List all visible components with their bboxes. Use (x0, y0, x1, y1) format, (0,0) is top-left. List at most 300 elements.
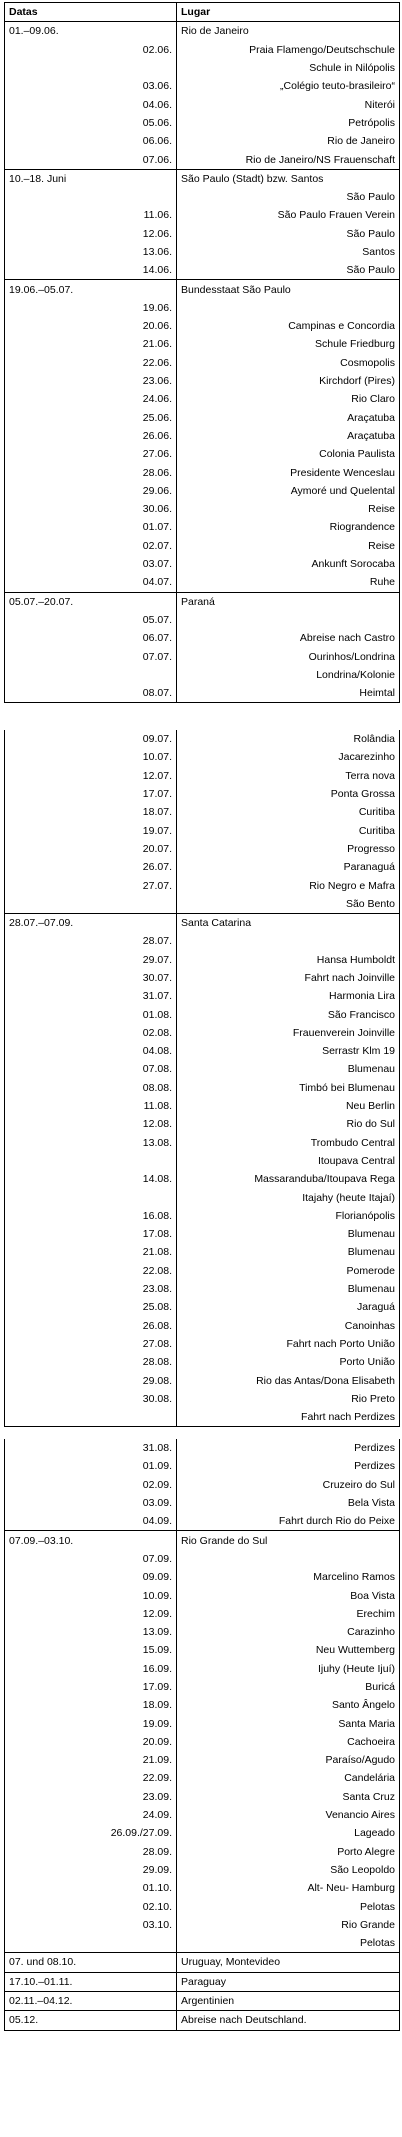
date-cell: 29.08. (5, 1371, 177, 1389)
date-cell: 28.09. (5, 1843, 177, 1861)
date-cell: 05.07.–20.07. (5, 592, 177, 611)
date-cell (5, 188, 177, 206)
date-cell: 08.07. (5, 684, 177, 703)
header-place: Lugar (177, 3, 400, 22)
date-cell: 06.07. (5, 629, 177, 647)
place-cell: Blumenau (177, 1243, 400, 1261)
place-cell: Perdizes (177, 1457, 400, 1475)
stop-row (5, 1097, 400, 1115)
place-cell: Canoinhas (177, 1317, 400, 1335)
stop-row (5, 500, 400, 518)
stop-row (5, 1079, 400, 1097)
place-cell: Rio Grande (177, 1916, 400, 1934)
stop-row (5, 611, 400, 629)
date-cell: 18.07. (5, 803, 177, 821)
place-cell: Paraíso/Agudo (177, 1751, 400, 1769)
date-cell: 06.06. (5, 132, 177, 150)
place-cell: Praia Flamengo/Deutschschule (177, 41, 400, 59)
place-cell: Aymoré und Quelental (177, 482, 400, 500)
stop-row (5, 243, 400, 261)
stop-row (5, 1243, 400, 1261)
country-row (5, 2011, 400, 2030)
country-row (5, 1953, 400, 1972)
date-cell: 17.10.–01.11. (5, 1972, 177, 1991)
date-cell: 01.10. (5, 1879, 177, 1897)
place-cell: Boa Vista (177, 1586, 400, 1604)
place-cell: Petrópolis (177, 114, 400, 132)
stop-row (5, 1568, 400, 1586)
place-cell: Fahrt durch Rio do Peixe (177, 1512, 400, 1531)
date-cell: 12.08. (5, 1115, 177, 1133)
region-row (5, 913, 400, 932)
region-row (5, 22, 400, 41)
place-cell: Campinas e Concordia (177, 317, 400, 335)
date-cell: 05.12. (5, 2011, 177, 2030)
place-cell: Rio do Sul (177, 1115, 400, 1133)
stop-row (5, 629, 400, 647)
stop-row (5, 1225, 400, 1243)
date-cell: 21.09. (5, 1751, 177, 1769)
date-cell: 02.06. (5, 41, 177, 59)
place-cell: Rio Grande do Sul (177, 1531, 400, 1550)
date-cell (5, 1408, 177, 1427)
stop-row (5, 1280, 400, 1298)
place-cell: Santo Ângelo (177, 1696, 400, 1714)
date-cell: 28.06. (5, 463, 177, 481)
date-cell: 21.08. (5, 1243, 177, 1261)
place-cell: Rio de Janeiro (177, 22, 400, 41)
date-cell: 25.06. (5, 409, 177, 427)
date-cell: 03.10. (5, 1916, 177, 1934)
place-cell: Neu Berlin (177, 1097, 400, 1115)
place-cell: Porto Alegre (177, 1843, 400, 1861)
stop-row (5, 299, 400, 317)
place-cell: Jacarezinho (177, 748, 400, 766)
place-cell: Santa Catarina (177, 913, 400, 932)
place-cell: Neu Wuttemberg (177, 1641, 400, 1659)
place-cell: São Leopoldo (177, 1861, 400, 1879)
stop-row (5, 317, 400, 335)
date-cell: 07.07. (5, 647, 177, 665)
stop-row (5, 335, 400, 353)
stop-row (5, 445, 400, 463)
date-cell: 26.06. (5, 427, 177, 445)
date-cell: 22.09. (5, 1769, 177, 1787)
place-cell: São Bento (177, 895, 400, 914)
date-cell: 03.07. (5, 555, 177, 573)
date-cell: 29.09. (5, 1861, 177, 1879)
stop-row (5, 59, 400, 77)
place-cell: Abreise nach Castro (177, 629, 400, 647)
date-cell: 12.09. (5, 1605, 177, 1623)
stop-row (5, 666, 400, 684)
stop-row (5, 1353, 400, 1371)
place-cell: Fahrt nach Perdizes (177, 1408, 400, 1427)
date-cell: 07.09.–03.10. (5, 1531, 177, 1550)
stop-row (5, 573, 400, 592)
place-cell: Pelotas (177, 1934, 400, 1953)
place-cell: Venancio Aires (177, 1806, 400, 1824)
place-cell: Argentinien (177, 1991, 400, 2010)
stop-row (5, 150, 400, 169)
stop-row (5, 390, 400, 408)
place-cell: Pelotas (177, 1897, 400, 1915)
date-cell: 07.08. (5, 1060, 177, 1078)
date-cell: 31.07. (5, 987, 177, 1005)
place-cell: Pomerode (177, 1262, 400, 1280)
stop-row (5, 821, 400, 839)
stop-row (5, 1457, 400, 1475)
date-cell: 02.08. (5, 1024, 177, 1042)
place-cell: São Paulo Frauen Verein (177, 206, 400, 224)
stop-row (5, 951, 400, 969)
stop-row (5, 1024, 400, 1042)
place-cell: Candelária (177, 1769, 400, 1787)
stop-row (5, 225, 400, 243)
date-cell: 29.07. (5, 951, 177, 969)
place-cell: Cachoeira (177, 1733, 400, 1751)
date-cell: 07.06. (5, 150, 177, 169)
place-cell: Lageado (177, 1824, 400, 1842)
date-cell: 23.09. (5, 1788, 177, 1806)
place-cell: Ankunft Sorocaba (177, 555, 400, 573)
stop-row (5, 1298, 400, 1316)
place-cell (177, 932, 400, 950)
place-cell: Colonia Paulista (177, 445, 400, 463)
date-cell: 22.08. (5, 1262, 177, 1280)
stop-row (5, 684, 400, 703)
date-cell: 19.06.–05.07. (5, 280, 177, 299)
place-cell: Presidente Wenceslau (177, 463, 400, 481)
date-cell: 29.06. (5, 482, 177, 500)
date-cell: 12.06. (5, 225, 177, 243)
stop-row (5, 1262, 400, 1280)
region-row (5, 592, 400, 611)
stop-row (5, 1115, 400, 1133)
stop-row (5, 427, 400, 445)
date-cell (5, 1152, 177, 1170)
country-row (5, 1972, 400, 1991)
stop-row (5, 1390, 400, 1408)
stop-row (5, 730, 400, 748)
date-cell: 13.06. (5, 243, 177, 261)
place-cell: São Paulo (177, 261, 400, 280)
place-cell: Bela Vista (177, 1494, 400, 1512)
date-cell (5, 1188, 177, 1206)
place-cell: Cruzeiro do Sul (177, 1476, 400, 1494)
stop-row (5, 1476, 400, 1494)
place-cell: Niterói (177, 95, 400, 113)
stop-row (5, 1916, 400, 1934)
stop-row (5, 41, 400, 59)
date-cell: 21.06. (5, 335, 177, 353)
stop-row (5, 803, 400, 821)
place-cell: Paraná (177, 592, 400, 611)
place-cell: Frauenverein Joinville (177, 1024, 400, 1042)
country-row (5, 1991, 400, 2010)
stop-row (5, 188, 400, 206)
date-cell: 05.06. (5, 114, 177, 132)
date-cell: 02.10. (5, 1897, 177, 1915)
stop-row (5, 1861, 400, 1879)
stop-row (5, 1335, 400, 1353)
itinerary-table-part-2 (4, 730, 400, 1427)
date-cell: 02.07. (5, 537, 177, 555)
stop-row (5, 463, 400, 481)
date-cell: 25.08. (5, 1298, 177, 1316)
place-cell: Carazinho (177, 1623, 400, 1641)
stop-row (5, 932, 400, 950)
stop-row (5, 372, 400, 390)
stop-row (5, 206, 400, 224)
place-cell: Blumenau (177, 1280, 400, 1298)
place-cell: Itoupava Central (177, 1152, 400, 1170)
date-cell: 13.09. (5, 1623, 177, 1641)
place-cell: Itajahy (heute Itajaí) (177, 1188, 400, 1206)
place-cell: Ponta Grossa (177, 785, 400, 803)
place-cell: Serrastr Klm 19 (177, 1042, 400, 1060)
place-cell: Londrina/Kolonie (177, 666, 400, 684)
date-cell: 30.06. (5, 500, 177, 518)
date-cell: 12.07. (5, 767, 177, 785)
stop-row (5, 132, 400, 150)
itinerary-table-part-3 (4, 1439, 400, 2031)
date-cell: 26.07. (5, 858, 177, 876)
date-cell: 19.06. (5, 299, 177, 317)
date-cell: 14.06. (5, 261, 177, 280)
stop-row (5, 1897, 400, 1915)
place-cell: Jaraguá (177, 1298, 400, 1316)
date-cell: 11.08. (5, 1097, 177, 1115)
place-cell: Santa Cruz (177, 1788, 400, 1806)
place-cell: Araçatuba (177, 427, 400, 445)
stop-row (5, 354, 400, 372)
date-cell: 19.09. (5, 1714, 177, 1732)
date-cell: 05.07. (5, 611, 177, 629)
stop-row (5, 261, 400, 280)
stop-row (5, 114, 400, 132)
date-cell: 20.06. (5, 317, 177, 335)
stop-row (5, 767, 400, 785)
stop-row (5, 95, 400, 113)
stop-row (5, 858, 400, 876)
date-cell: 04.09. (5, 1512, 177, 1531)
stop-row (5, 1678, 400, 1696)
stop-row (5, 1934, 400, 1953)
place-cell: Reise (177, 537, 400, 555)
date-cell: 04.08. (5, 1042, 177, 1060)
stop-row (5, 1439, 400, 1457)
date-cell: 14.08. (5, 1170, 177, 1188)
stop-row (5, 748, 400, 766)
place-cell: Fahrt nach Porto União (177, 1335, 400, 1353)
date-cell: 01.–09.06. (5, 22, 177, 41)
date-cell (5, 895, 177, 914)
place-cell: Schule in Nilópolis (177, 59, 400, 77)
date-cell: 27.08. (5, 1335, 177, 1353)
place-cell: Santos (177, 243, 400, 261)
place-cell: Fahrt nach Joinville (177, 969, 400, 987)
date-cell: 04.06. (5, 95, 177, 113)
stop-row (5, 987, 400, 1005)
place-cell: Curitiba (177, 821, 400, 839)
header-row (5, 3, 400, 22)
date-cell: 17.09. (5, 1678, 177, 1696)
place-cell: Rio de Janeiro/NS Frauenschaft (177, 150, 400, 169)
place-cell: Blumenau (177, 1060, 400, 1078)
date-cell: 26.09./27.09. (5, 1824, 177, 1842)
date-cell: 28.08. (5, 1353, 177, 1371)
place-cell: Terra nova (177, 767, 400, 785)
region-row (5, 280, 400, 299)
stop-row (5, 1806, 400, 1824)
date-cell: 24.06. (5, 390, 177, 408)
stop-row (5, 1824, 400, 1842)
place-cell (177, 611, 400, 629)
stop-row (5, 1494, 400, 1512)
stop-row (5, 1317, 400, 1335)
date-cell: 03.09. (5, 1494, 177, 1512)
place-cell: Erechim (177, 1605, 400, 1623)
stop-row (5, 1550, 400, 1568)
place-cell: Florianópolis (177, 1207, 400, 1225)
stop-row (5, 1879, 400, 1897)
stop-row (5, 1623, 400, 1641)
place-cell: Schule Friedburg (177, 335, 400, 353)
place-cell: Hansa Humboldt (177, 951, 400, 969)
date-cell: 22.06. (5, 354, 177, 372)
date-cell: 17.07. (5, 785, 177, 803)
place-cell (177, 299, 400, 317)
header-date: Datas (5, 3, 177, 22)
place-cell: Buricá (177, 1678, 400, 1696)
date-cell: 17.08. (5, 1225, 177, 1243)
stop-row (5, 1751, 400, 1769)
date-cell: 10.–18. Juni (5, 169, 177, 188)
stop-row (5, 1188, 400, 1206)
place-cell: Massaranduba/Itoupava Rega (177, 1170, 400, 1188)
place-cell: Reise (177, 500, 400, 518)
date-cell: 01.07. (5, 518, 177, 536)
place-cell: Perdizes (177, 1439, 400, 1457)
place-cell: Ruhe (177, 573, 400, 592)
place-cell: São Paulo (177, 188, 400, 206)
place-cell: São Paulo (177, 225, 400, 243)
place-cell: Rio Preto (177, 1390, 400, 1408)
date-cell: 08.08. (5, 1079, 177, 1097)
date-cell: 30.08. (5, 1390, 177, 1408)
stop-row (5, 482, 400, 500)
place-cell: Santa Maria (177, 1714, 400, 1732)
place-cell: Marcelino Ramos (177, 1568, 400, 1586)
stop-row (5, 895, 400, 914)
stop-row (5, 555, 400, 573)
date-cell (5, 1934, 177, 1953)
stop-row (5, 1605, 400, 1623)
date-cell: 31.08. (5, 1439, 177, 1457)
place-cell: Harmonia Lira (177, 987, 400, 1005)
date-cell (5, 59, 177, 77)
region-row (5, 169, 400, 188)
place-cell: Rio Negro e Mafra (177, 876, 400, 894)
place-cell: Blumenau (177, 1225, 400, 1243)
stop-row (5, 1641, 400, 1659)
date-cell: 13.08. (5, 1134, 177, 1152)
place-cell: „Colégio teuto-brasileiro“ (177, 77, 400, 95)
place-cell: Bundesstaat São Paulo (177, 280, 400, 299)
stop-row (5, 1696, 400, 1714)
itinerary-table-part-1 (4, 2, 400, 703)
place-cell: Riograndence (177, 518, 400, 536)
date-cell: 20.07. (5, 840, 177, 858)
date-cell: 23.06. (5, 372, 177, 390)
stop-row (5, 1134, 400, 1152)
stop-row (5, 1733, 400, 1751)
place-cell: Rio das Antas/Dona Elisabeth (177, 1371, 400, 1389)
place-cell: Uruguay, Montevideo (177, 1953, 400, 1972)
date-cell: 15.09. (5, 1641, 177, 1659)
date-cell: 07. und 08.10. (5, 1953, 177, 1972)
stop-row (5, 1843, 400, 1861)
stop-row (5, 1769, 400, 1787)
date-cell: 11.06. (5, 206, 177, 224)
place-cell: Trombudo Central (177, 1134, 400, 1152)
place-cell: Paraguay (177, 1972, 400, 1991)
place-cell: Araçatuba (177, 409, 400, 427)
place-cell: Curitiba (177, 803, 400, 821)
date-cell: 16.08. (5, 1207, 177, 1225)
stop-row (5, 1660, 400, 1678)
date-cell: 04.07. (5, 573, 177, 592)
date-cell: 23.08. (5, 1280, 177, 1298)
date-cell: 27.07. (5, 876, 177, 894)
date-cell: 10.07. (5, 748, 177, 766)
region-row (5, 1531, 400, 1550)
date-cell: 09.07. (5, 730, 177, 748)
place-cell: São Francisco (177, 1005, 400, 1023)
place-cell: Timbó bei Blumenau (177, 1079, 400, 1097)
stop-row (5, 409, 400, 427)
place-cell: Cosmopolis (177, 354, 400, 372)
stop-row (5, 1060, 400, 1078)
date-cell: 28.07. (5, 932, 177, 950)
stop-row (5, 1207, 400, 1225)
place-cell: Ourinhos/Londrina (177, 647, 400, 665)
date-cell: 02.11.–04.12. (5, 1991, 177, 2010)
place-cell: Rolândia (177, 730, 400, 748)
stop-row (5, 969, 400, 987)
place-cell: Kirchdorf (Pires) (177, 372, 400, 390)
date-cell: 01.09. (5, 1457, 177, 1475)
stop-row (5, 1005, 400, 1023)
date-cell: 20.09. (5, 1733, 177, 1751)
stop-row (5, 1042, 400, 1060)
stop-row (5, 1788, 400, 1806)
date-cell: 07.09. (5, 1550, 177, 1568)
date-cell: 30.07. (5, 969, 177, 987)
place-cell (177, 1550, 400, 1568)
place-cell: Rio de Janeiro (177, 132, 400, 150)
place-cell: Porto União (177, 1353, 400, 1371)
stop-row (5, 785, 400, 803)
date-cell: 16.09. (5, 1660, 177, 1678)
stop-row (5, 537, 400, 555)
place-cell: Ijuhy (Heute Ijuí) (177, 1660, 400, 1678)
date-cell: 24.09. (5, 1806, 177, 1824)
stop-row (5, 1170, 400, 1188)
stop-row (5, 518, 400, 536)
date-cell: 27.06. (5, 445, 177, 463)
